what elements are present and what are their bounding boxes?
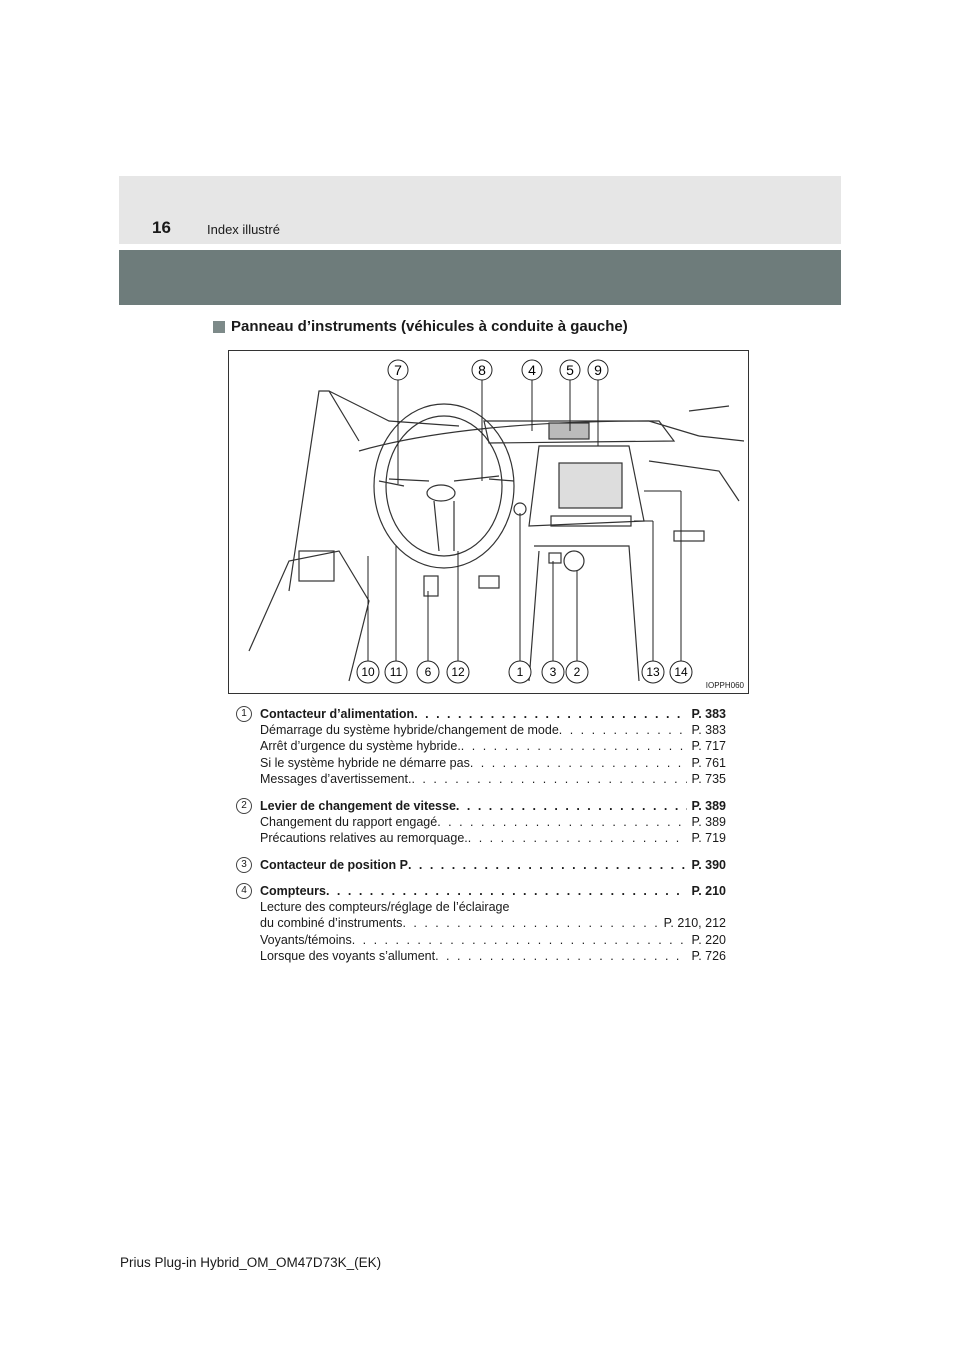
svg-text:4: 4 bbox=[528, 362, 536, 378]
entry-sub[interactable]: Messages d’avertissement. . . . P. 735 bbox=[260, 771, 726, 787]
callout-11 bbox=[385, 661, 407, 683]
entry-main[interactable]: Compteurs . . . P. 210 bbox=[260, 883, 726, 899]
callout-13 bbox=[642, 661, 664, 683]
entry-sub[interactable]: Lorsque des voyants s’allument . . . P. 726 bbox=[260, 948, 726, 964]
callout-4 bbox=[522, 360, 542, 380]
title-band bbox=[119, 250, 841, 305]
index-entry-4 bbox=[236, 883, 726, 964]
entry-sub[interactable]: Si le système hybride ne démarre pas . . . P. 761 bbox=[260, 755, 726, 771]
callout-5 bbox=[560, 360, 580, 380]
entry-sub: Lecture des compteurs/réglage de l’éclairage bbox=[260, 900, 510, 915]
entry-sub[interactable]: Précautions relatives au remorquage. . . . P. 719 bbox=[260, 830, 726, 846]
callout-8 bbox=[472, 360, 492, 380]
svg-text:11: 11 bbox=[389, 665, 403, 679]
callout-7 bbox=[388, 360, 408, 380]
entry-number: 3 bbox=[236, 857, 252, 873]
callout-10 bbox=[357, 661, 379, 683]
dashboard-illustration bbox=[228, 350, 749, 694]
callout-1 bbox=[509, 661, 531, 683]
svg-text:9: 9 bbox=[594, 362, 602, 378]
callout-12 bbox=[447, 661, 469, 683]
entry-number: 1 bbox=[236, 706, 252, 722]
svg-text:1: 1 bbox=[516, 665, 524, 679]
svg-text:10: 10 bbox=[361, 665, 375, 679]
section-title: Index illustré bbox=[207, 222, 280, 237]
entry-sub[interactable]: Arrêt d’urgence du système hybride. . . . P. 717 bbox=[260, 738, 726, 754]
square-bullet-icon bbox=[213, 321, 225, 333]
page-number: 16 bbox=[152, 218, 171, 237]
svg-text:7: 7 bbox=[394, 362, 402, 378]
svg-text:5: 5 bbox=[566, 362, 574, 378]
entry-sub[interactable]: du combiné d’instruments . . . P. 210, 212 bbox=[260, 915, 726, 931]
callout-2 bbox=[566, 661, 588, 683]
entry-main[interactable]: Contacteur d’alimentation . . . P. 383 bbox=[260, 706, 726, 722]
entry-number: 4 bbox=[236, 883, 252, 899]
entry-number: 2 bbox=[236, 798, 252, 814]
callout-6 bbox=[417, 661, 439, 683]
svg-text:13: 13 bbox=[646, 665, 660, 679]
entry-sub[interactable]: Changement du rapport engagé . . . P. 389 bbox=[260, 814, 726, 830]
index-entry-1 bbox=[236, 706, 726, 787]
section-heading bbox=[213, 318, 628, 335]
entry-main[interactable]: Levier de changement de vitesse . . . P. 389 bbox=[260, 798, 726, 814]
callout-9 bbox=[588, 360, 608, 380]
callout-14 bbox=[670, 661, 692, 683]
index-entry-3 bbox=[236, 857, 726, 873]
svg-text:3: 3 bbox=[549, 665, 557, 679]
callout-3 bbox=[542, 661, 564, 683]
figure-code: IOPPH060 bbox=[705, 681, 744, 690]
entry-sub[interactable]: Voyants/témoins . . . P. 220 bbox=[260, 932, 726, 948]
entry-sub[interactable]: Démarrage du système hybride/changement de mode . . . P. 383 bbox=[260, 722, 726, 738]
svg-text:8: 8 bbox=[478, 362, 486, 378]
svg-text:2: 2 bbox=[573, 665, 581, 679]
dashboard-drawing bbox=[229, 351, 748, 693]
entry-main[interactable]: Contacteur de position P . . . P. 390 bbox=[260, 857, 726, 873]
footer-model-code: Prius Plug-in Hybrid_OM_OM47D73K_(EK) bbox=[120, 1255, 382, 1270]
heading-text: Panneau d’instruments (véhicules à conduite à gauche) bbox=[231, 318, 628, 335]
svg-text:6: 6 bbox=[424, 665, 432, 679]
svg-text:12: 12 bbox=[451, 665, 465, 679]
index-entry-2 bbox=[236, 798, 726, 847]
svg-text:14: 14 bbox=[674, 665, 688, 679]
